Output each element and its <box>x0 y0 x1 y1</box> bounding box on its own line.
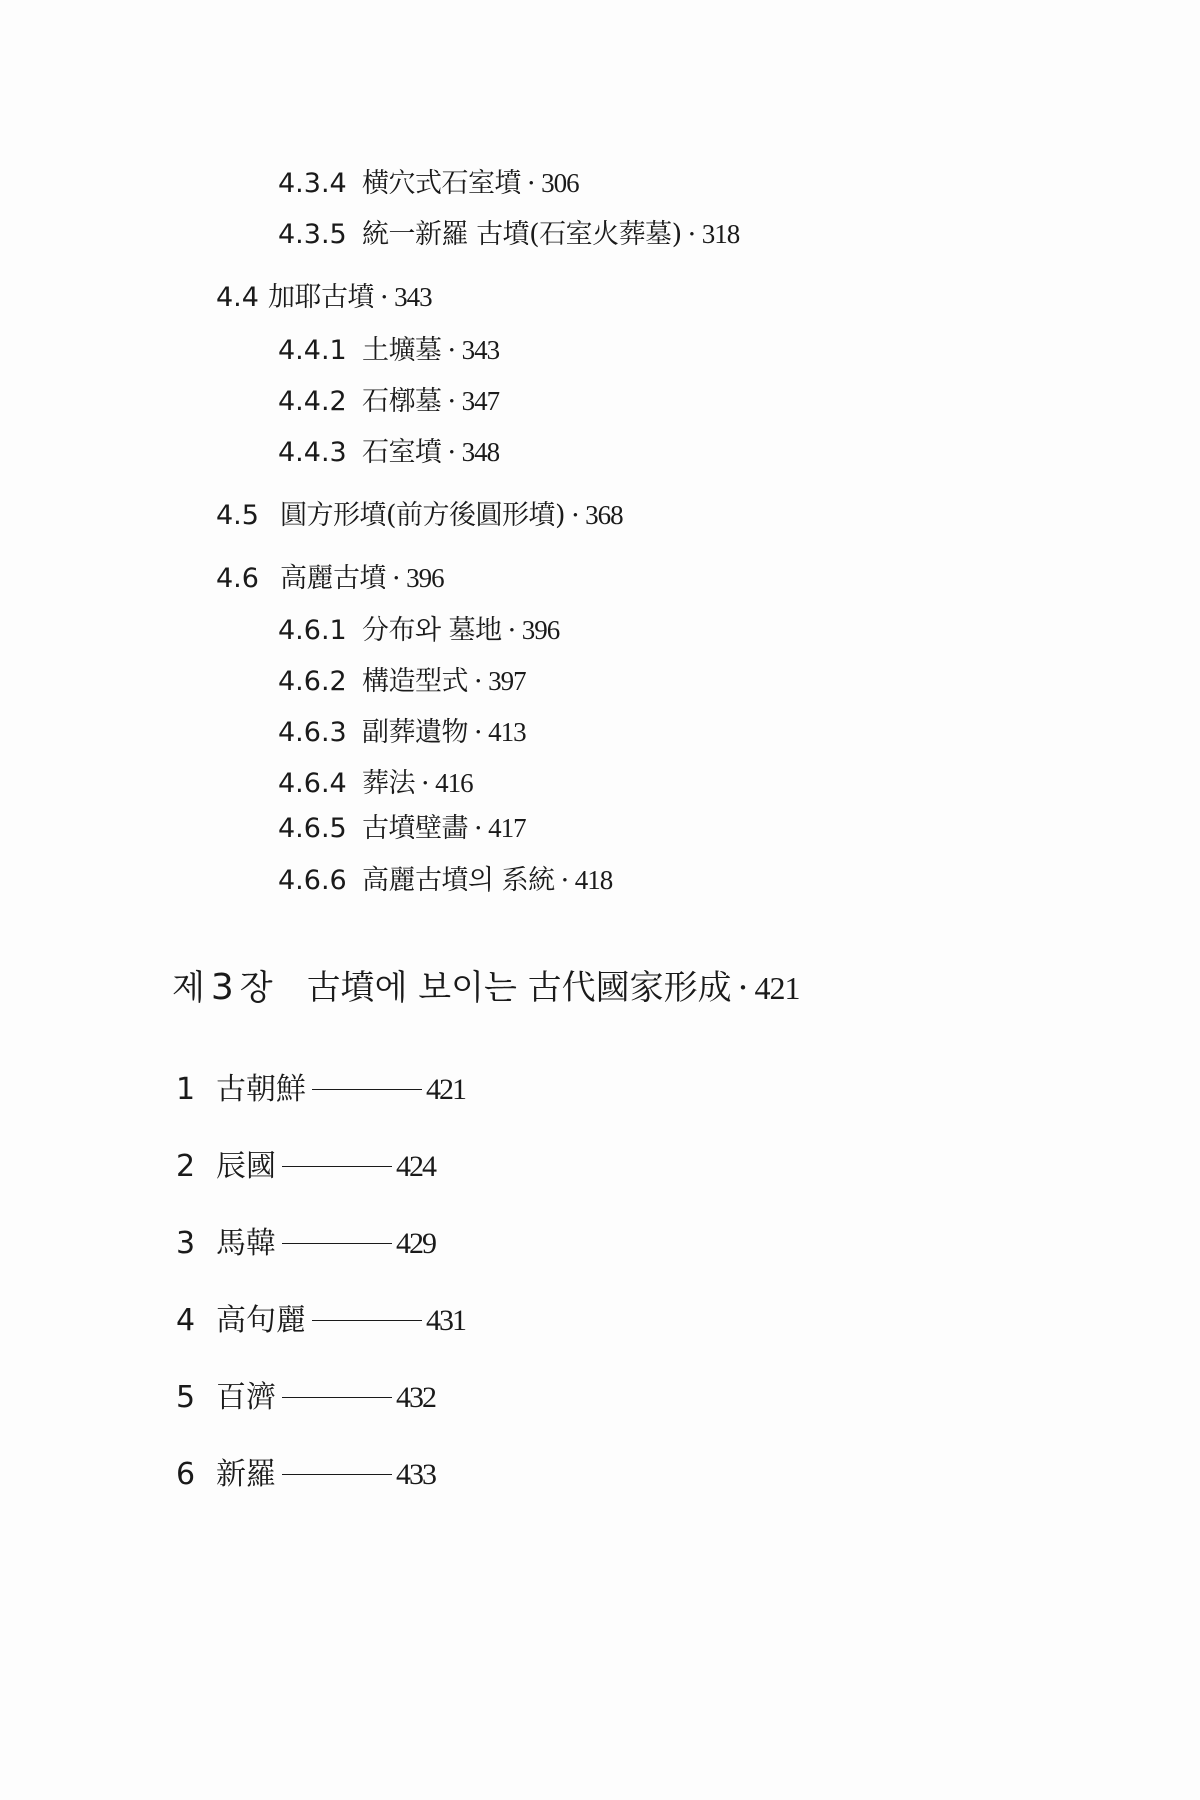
section-entry-3 <box>176 1226 435 1262</box>
entry-number: 4.6.5 <box>278 813 347 844</box>
entry-number: 4.4.3 <box>278 437 347 468</box>
entry-title: 分布와 墓地 <box>362 615 502 646</box>
entry-separator: · <box>474 813 483 844</box>
entry-separator: · <box>380 282 389 313</box>
entry-number: 4.3.5 <box>278 219 347 250</box>
section-title: 新羅 <box>216 1457 276 1492</box>
section-page: 421 <box>426 1073 465 1106</box>
section-page: 433 <box>396 1458 435 1491</box>
section-number: 2 <box>176 1149 196 1184</box>
entry-separator: · <box>392 563 401 594</box>
section-number: 1 <box>176 1072 196 1107</box>
entry-number: 4.5 <box>216 500 259 531</box>
entry-page: 397 <box>488 666 526 696</box>
entry-separator: · <box>447 386 456 417</box>
toc-entry-4-6-2 <box>278 665 526 698</box>
toc-entry-4-6-1 <box>278 614 559 647</box>
entry-title: 石槨墓 <box>362 386 442 417</box>
chapter-label-post: 장 <box>239 968 273 1008</box>
entry-number: 4.3.4 <box>278 168 347 199</box>
toc-entry-4-3-5 <box>278 218 739 251</box>
toc-entry-4-6-5 <box>278 812 526 845</box>
toc-entry-4-6-4 <box>278 767 473 800</box>
section-entry-1 <box>176 1072 465 1108</box>
entry-number: 4.4.1 <box>278 335 347 366</box>
toc-entry-4-4-1 <box>278 334 499 367</box>
section-page: 429 <box>396 1227 435 1260</box>
section-title: 百濟 <box>216 1380 276 1415</box>
leader-line <box>282 1474 392 1475</box>
entry-number: 4.6.6 <box>278 865 347 896</box>
entry-separator: · <box>687 219 696 250</box>
entry-number: 4.4 <box>216 282 259 313</box>
chapter-page: 421 <box>754 970 800 1006</box>
entry-page: 343 <box>394 282 432 312</box>
entry-number: 4.6.1 <box>278 615 347 646</box>
section-page: 432 <box>396 1381 435 1414</box>
entry-page: 343 <box>461 335 500 365</box>
entry-separator: · <box>474 717 483 748</box>
entry-number: 4.4.2 <box>278 386 347 417</box>
leader-line <box>282 1166 392 1167</box>
entry-title: 横穴式石室墳 <box>362 168 521 199</box>
chapter-number: 3 <box>210 967 234 1008</box>
entry-page: 348 <box>461 437 500 467</box>
toc-entry-4-6 <box>216 562 444 595</box>
entry-number: 4.6.2 <box>278 666 347 697</box>
toc-entry-4-3-4 <box>278 167 579 200</box>
entry-number: 4.6 <box>216 563 259 594</box>
entry-title: 圓方形墳(前方後圓形墳) <box>280 500 566 531</box>
entry-page: 418 <box>574 865 613 895</box>
section-number: 5 <box>176 1380 196 1415</box>
entry-separator: · <box>571 500 580 531</box>
toc-entry-4-6-3 <box>278 716 526 749</box>
chapter-heading <box>172 968 799 1008</box>
entry-title: 葬法 <box>362 768 415 799</box>
entry-number: 4.6.4 <box>278 768 347 799</box>
section-entry-2 <box>176 1149 435 1185</box>
section-page: 424 <box>396 1150 435 1183</box>
toc-entry-4-4-2 <box>278 385 499 418</box>
entry-separator: · <box>507 615 516 646</box>
chapter-label <box>172 968 273 1008</box>
toc-entry-4-5 <box>216 499 623 532</box>
entry-separator: · <box>421 768 430 799</box>
section-number: 4 <box>176 1303 196 1338</box>
leader-line <box>312 1089 422 1090</box>
entry-page: 306 <box>541 168 579 198</box>
toc-entry-4-4-3 <box>278 436 499 469</box>
leader-line <box>282 1243 392 1244</box>
entry-title: 高麗古墳 <box>280 563 386 594</box>
chapter-separator: · <box>737 968 749 1008</box>
entry-title: 土壙墓 <box>362 335 442 366</box>
section-title: 馬韓 <box>216 1226 276 1261</box>
chapter-title: 古墳에 보이는 古代國家形成 <box>306 968 732 1008</box>
section-title: 古朝鮮 <box>216 1072 306 1107</box>
entry-title: 石室墳 <box>362 437 442 468</box>
section-number: 6 <box>176 1457 196 1492</box>
entry-title: 古墳壁畵 <box>362 813 468 844</box>
section-entry-4 <box>176 1303 465 1339</box>
entry-page: 413 <box>488 717 526 747</box>
entry-title: 高麗古墳의 系統 <box>362 865 555 896</box>
entry-page: 368 <box>585 500 623 530</box>
entry-title: 加耶古墳 <box>268 282 374 313</box>
section-page: 431 <box>426 1304 465 1337</box>
section-number: 3 <box>176 1226 196 1261</box>
section-title: 辰國 <box>216 1149 276 1184</box>
entry-title: 構造型式 <box>362 666 468 697</box>
toc-entry-4-4 <box>216 281 432 314</box>
leader-line <box>312 1320 422 1321</box>
entry-page: 347 <box>461 386 500 416</box>
entry-page: 416 <box>435 768 473 798</box>
entry-separator: · <box>560 865 569 896</box>
section-entry-5 <box>176 1380 435 1416</box>
chapter-label-pre: 제 <box>172 968 205 1008</box>
entry-title: 統一新羅 古墳(石室火葬墓) <box>362 219 682 250</box>
entry-number: 4.6.3 <box>278 717 347 748</box>
entry-separator: · <box>527 168 536 199</box>
section-entry-6 <box>176 1457 435 1493</box>
section-title: 高句麗 <box>216 1303 306 1338</box>
leader-line <box>282 1397 392 1398</box>
entry-separator: · <box>447 335 456 366</box>
entry-page: 417 <box>488 813 526 843</box>
toc-entry-4-6-6 <box>278 864 612 897</box>
entry-page: 318 <box>701 219 740 249</box>
entry-title: 副葬遺物 <box>362 717 468 748</box>
entry-page: 396 <box>406 563 444 593</box>
entry-separator: · <box>447 437 456 468</box>
entry-separator: · <box>474 666 483 697</box>
entry-page: 396 <box>521 615 560 645</box>
